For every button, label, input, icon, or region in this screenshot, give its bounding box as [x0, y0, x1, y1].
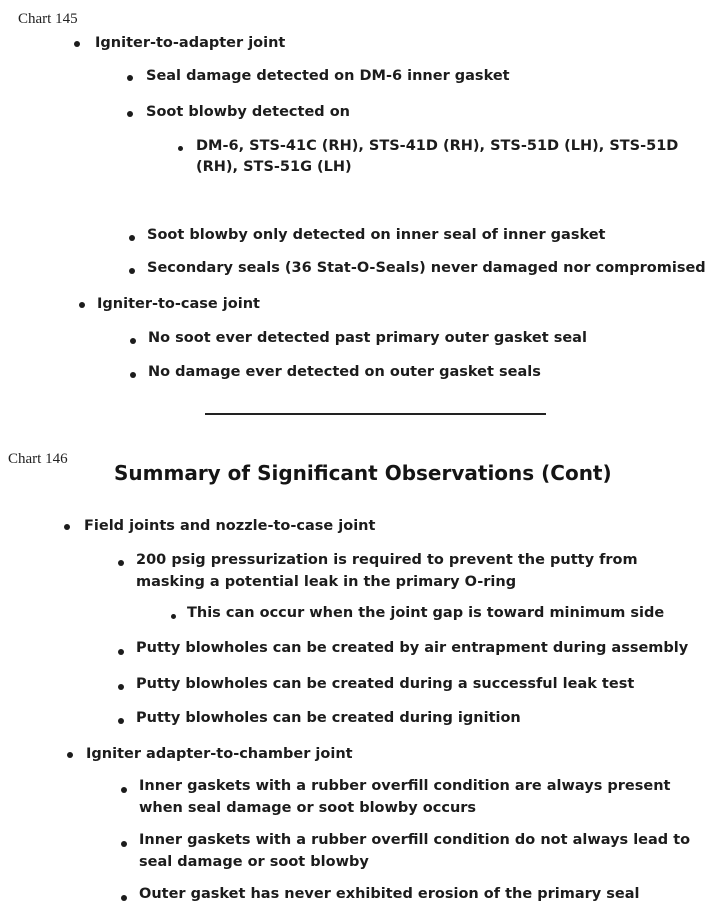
item-seal-damage-dm6: Seal damage detected on DM-6 inner gasket	[146, 68, 510, 84]
chart-146-label: Chart 146	[8, 451, 68, 467]
item-igniter-to-adapter: Igniter-to-adapter joint	[95, 35, 286, 51]
bullet-icon	[67, 752, 73, 758]
bullet-icon	[64, 524, 70, 530]
item-outer-gasket-no-erosion: Outer gasket has never exhibited erosion of the primary seal	[139, 886, 640, 902]
item-blowholes-ignition: Putty blowholes can be created during ignition	[136, 710, 521, 726]
item-joint-gap-minimum: This can occur when the joint gap is toward minimum side	[187, 605, 665, 621]
bullet-icon	[130, 338, 136, 344]
chart-145-label: Chart 145	[18, 11, 78, 27]
item-field-joints: Field joints and nozzle-to-case joint	[84, 518, 376, 534]
bullet-icon	[118, 649, 124, 655]
bullet-icon	[118, 560, 124, 566]
bullet-icon	[79, 302, 85, 308]
bullet-icon	[118, 718, 124, 724]
bullet-icon	[121, 787, 127, 793]
bullet-icon	[74, 41, 80, 47]
bullet-icon	[121, 841, 127, 847]
bullet-icon	[178, 146, 183, 151]
item-no-soot-past-primary: No soot ever detected past primary outer gasket seal	[148, 330, 587, 346]
bullet-icon	[127, 111, 133, 117]
bullet-icon	[129, 235, 135, 241]
item-overfill-always-present: Inner gaskets with a rubber overfill condition are always present when seal damage or soot blowby occurs	[139, 778, 671, 816]
item-200-psig: 200 psig pressurization is required to prevent the putty from masking a potential leak in the primary O-ring	[136, 552, 638, 590]
bullet-icon	[129, 268, 135, 274]
item-blowholes-assembly: Putty blowholes can be created by air entrapment during assembly	[136, 640, 689, 656]
bullet-icon	[130, 372, 136, 378]
item-no-damage-outer: No damage ever detected on outer gasket seals	[148, 364, 541, 380]
page-title: Summary of Significant Observations (Cont)	[114, 461, 612, 485]
bullet-icon	[121, 895, 127, 901]
item-igniter-adapter-chamber: Igniter adapter-to-chamber joint	[86, 746, 353, 762]
item-overfill-not-always: Inner gaskets with a rubber overfill condition do not always lead to seal damage or soot blowby	[139, 832, 691, 870]
item-soot-blowby-detected: Soot blowby detected on	[146, 104, 350, 120]
bullet-icon	[127, 75, 133, 81]
bullet-icon	[171, 614, 176, 619]
bullet-icon	[118, 684, 124, 690]
item-secondary-seals: Secondary seals (36 Stat-O-Seals) never damaged nor compromised	[147, 260, 706, 276]
item-inner-seal-only: Soot blowby only detected on inner seal of inner gasket	[147, 227, 606, 243]
item-flight-list: DM-6, STS-41C (RH), STS-41D (RH), STS-51D (LH), STS-51D (RH), STS-51G (LH)	[196, 138, 679, 175]
item-blowholes-leak-test: Putty blowholes can be created during a successful leak test	[136, 676, 635, 692]
section-divider	[205, 413, 546, 415]
item-igniter-to-case: Igniter-to-case joint	[97, 296, 260, 312]
